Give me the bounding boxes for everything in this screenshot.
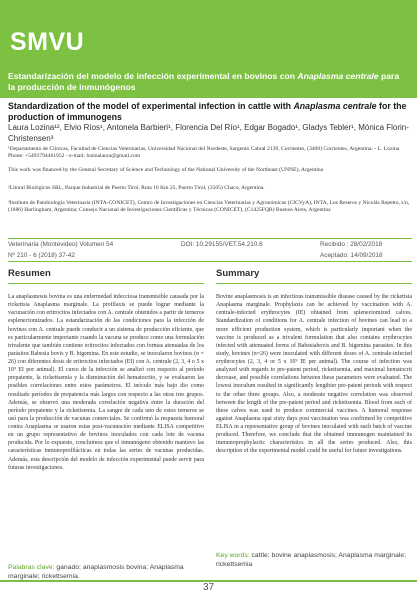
affiliation-2: ²Litoral Biológicos SRL, Parque Industrial de Puerto Tirol, Ruta 16 Km 25, Puerto Tirol, (3505) Chaco, Argentina.	[8, 185, 265, 191]
keywords-english-text: cattle; bovine anaplasmosis; Anaplasma marginale; rickettsemia	[216, 552, 407, 568]
accepted-date: Aceptado: 14/09/2018	[320, 252, 383, 259]
keywords-spanish	[8, 564, 204, 581]
journal-logo: SMVU	[10, 28, 85, 56]
resumen-heading: Resumen	[8, 268, 204, 284]
affiliation-1: ¹Departamento de Clínicas, Facultad de Ciencias Veterinarias, Universidad Nacional del Nordeste, Sargento Cabral 2139, Corrientes, (3400) Corrientes, Argentina. - L. Lozina Phone: +5493794461952 - e-mail: lozinalaura@gmail.com	[8, 146, 400, 160]
keywords-spanish-label: Palabras clave:	[8, 564, 55, 571]
summary-heading: Summary	[216, 268, 412, 284]
resumen-text: La anaplasmosis bovina es una enfermedad infecciosa transmisible causada por la rickettsia Anaplasma marginale. La profilaxis se puede lograr mediante la vacunación con eritrocitos infectados con A. centrale obtenidos a partir de terneros esplenectomizados. La estandarización de las condiciones para la infección de bovinos con A. centrale puede conducir a un sistema de producción eficiente, que es particularmente importante cuando la vacuna se produce como una formulación trivalente que también contiene eritrocitos infectados con formas atenuadas de los parásitos Babesia bovis y B. bigemina. En este estudio, se inocularon bovinos (n = 26) con diferentes dosis de eritrocitos infectados (EI) con A. centrale (2, 3, 4 o 5 x 10⁹ EI por animal). El curso de la infección se analizó con respecto al período prepatente, la rickettsemia y la disminución del hematocrito, y se evaluaron las posibles correlaciones entre estos parámetros. El inóculo más bajo dio como resultado períodos de prepatencia más largos con respecto a las otras tres grupos. Además, se observó una moderada correlación negativa entre la duración del período prepatente y la rickettsemia. La sangre de cada uno de estos terneros se usó para la producción de vacunas comerciales. Se confirmó la respuesta humoral contra Anaplasma se usaron estas post-vacunación mediante ELISA competitivo en un grupo representativo de bovinos inoculados con cada lote de vacuna producida. Por lo expuesto, concluimos que el inmunógeno obtenido mantuvo las características inmunoprofilácticas en todas las series de vacunas producidas. Además, esta descripción del modelo de infección experimental puede servir para futuras investigaciones.	[8, 294, 204, 471]
keywords-english	[216, 552, 412, 569]
doi-link[interactable]: DOI: 10.29155/VET.54.210.6	[181, 241, 263, 248]
summary-text: Bovine anaplasmosis is an infectious transmissible disease caused by the rickettsia Anaplasma marginale. Prophylaxis can be achieved by vaccination with A. centrale-infected erythrocytes (IE) obtained from splenectomized calves. Standardization of conditions for A. centrale infection of bovines can lead to a more efficient production system, which is particularly important when the vaccine is produced as a trivalent formulation that also contains erythrocytes infected with attenuated forms of Babesiabovis and B. bigemina parasites. In this study, bovines (n=26) were inoculated with different doses of A. centrale-infected erythrocytes (2, 3, 4 or 5 x 10⁹ IE per animal). The course of infection was analyzed with regards to pre-patent period, rickettsemia, and maximal hematocrit decrease, and possible correlations between these parameters were evaluated. The lowest inoculum resulted in significantly lengthier pre-patent periods with respect to the other three groups. Also, a moderate negative correlation was observed between the length of the pre-patent period and rickettsemia. Blood from each of these calves was used to produce commercial vaccines. A humoral response against Anaplasma spai sixty days post vaccination was confirmed by competitive ELISA in a representative group of bovines inoculated with each batch of vaccine produced. Therefore, we conclude that the obtained immunogen maintained its immunoprophylactic characteristics in all the series produced. Also, this description of the experimental model could be useful for future investigations.	[216, 294, 412, 455]
funding-note: This work was financed by the General Secretary of Science and Technology of the National University of the Northeast (UNNE), Argentina	[8, 167, 324, 173]
journal-volume: Veterinaria (Montevideo) Volumen 54	[8, 241, 114, 248]
received-date: Recibido : 28/02/2018	[320, 241, 383, 248]
journal-issue: Nº 210 - 6 (2018) 37-42	[8, 252, 75, 259]
journal-header-band	[0, 0, 417, 98]
article-metadata-bar	[8, 238, 412, 262]
affiliation-3: ³Instituto de Patobiología Veterinaria (INTA-CONICET), Centro de Investigaciones en Ciencias Veterinarias y Agronómicas (CICVyA), INTA, Los Reseros y Nicolás Repetto, s/n, (1686) Hurlingham, Argentina; Consejo Nacional de Investigaciones Científicas y Técnicas (CONICET), (C1425FQB) Buenos Aires, Argentina	[8, 200, 410, 214]
page-number: 37	[0, 582, 417, 593]
keywords-spanish-text: ganado; anaplasmosis bovina; Anaplasma marginale; rickettsemia.	[8, 564, 184, 580]
english-title: Standardization of the model of experimental infection in cattle with Anaplasma centrale for the production of immunogens	[8, 101, 407, 122]
spanish-title: Estandarización del modelo de infección experimental en bovinos con Anaplasma centrale para la producción de inmunógenos	[8, 71, 400, 92]
keywords-english-label: Key words:	[216, 552, 250, 559]
author-list: Laura Lozina¹², Elvio Ríos¹, Antonela Barbieri¹, Florencia Del Río¹, Edgar Bogado¹, Gladys Tebler¹, Mónica Florin-Christensen³	[8, 123, 409, 143]
